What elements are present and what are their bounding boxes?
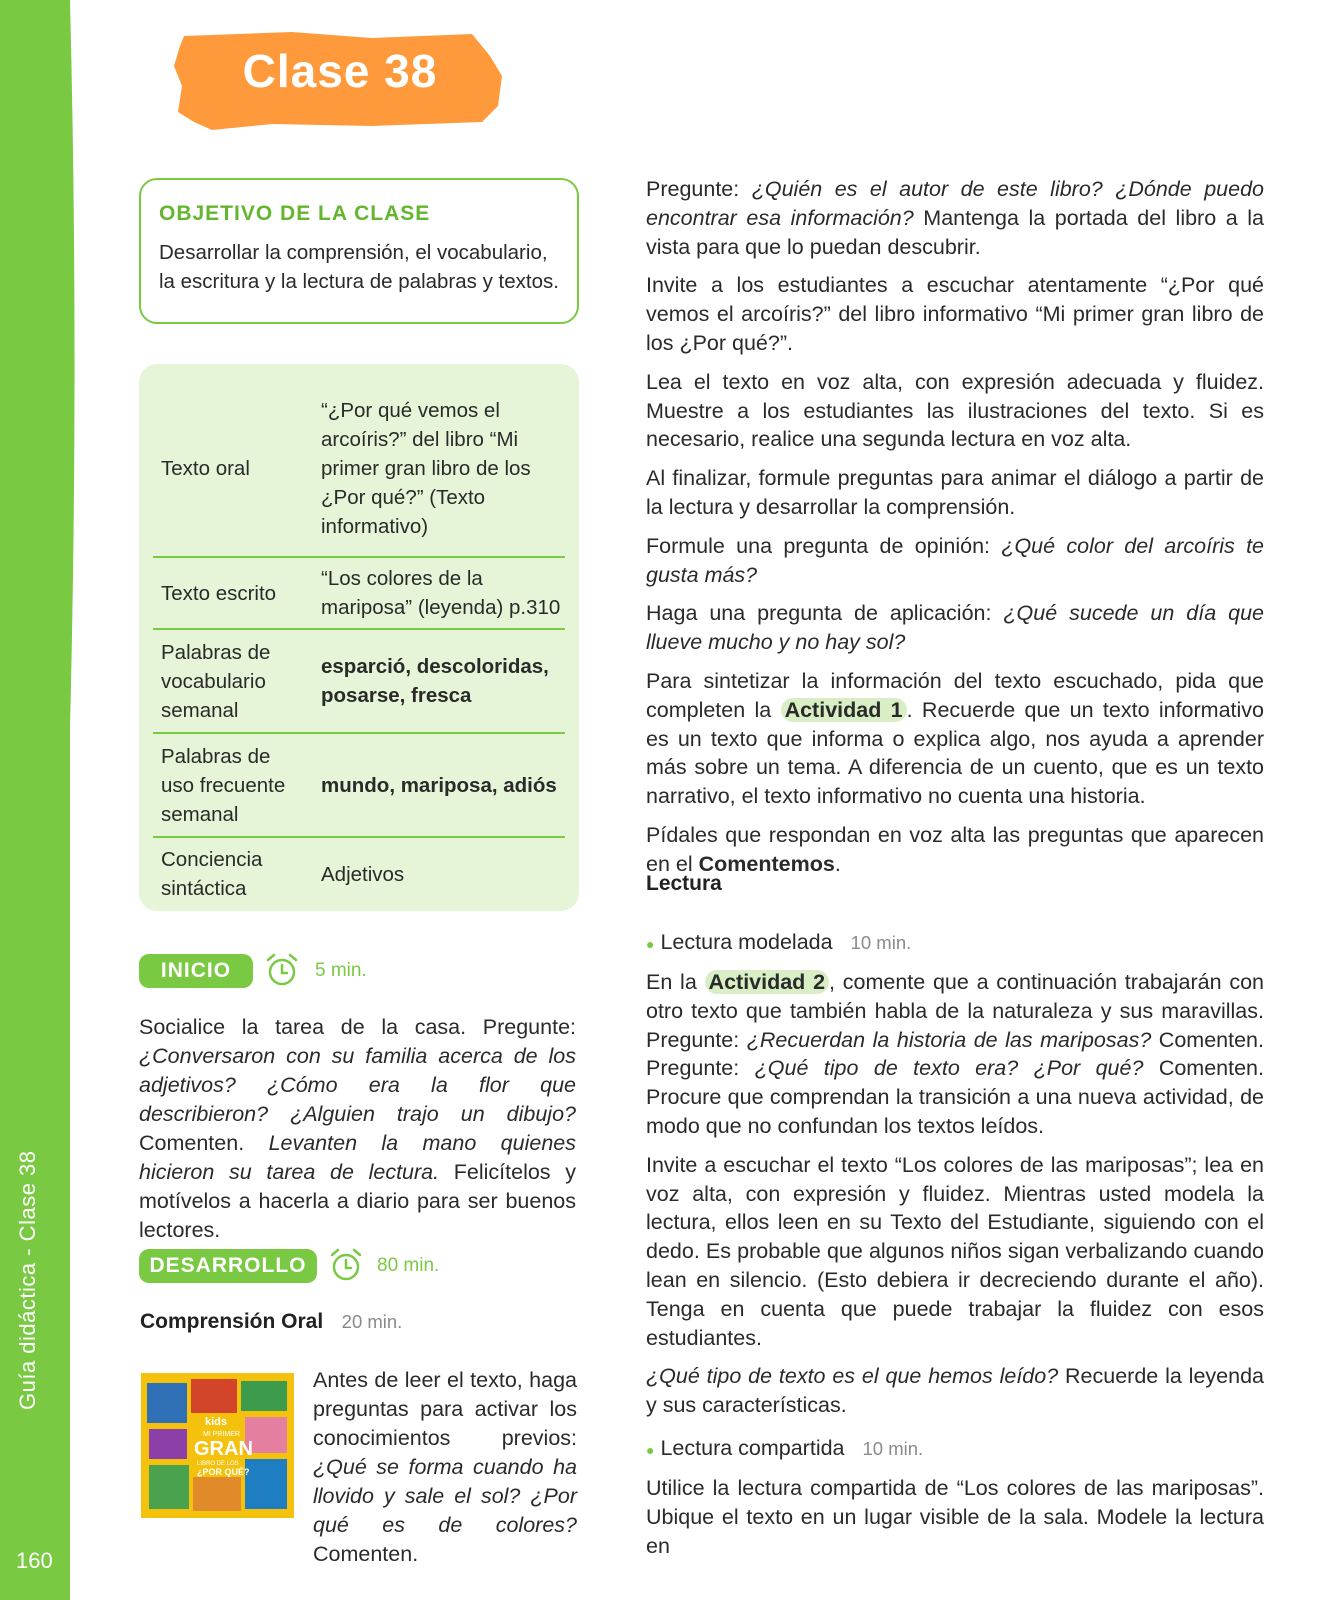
lectura-modelada-row bbox=[646, 930, 911, 955]
activity-1-highlight: Actividad 1 bbox=[781, 698, 907, 722]
row-value: mundo, mariposa, adiós bbox=[321, 773, 557, 797]
row-value: “Los colores de la mariposa” (leyenda) p.310 bbox=[321, 567, 561, 619]
lectura-compartida-row bbox=[646, 1436, 923, 1461]
sidebar-edge bbox=[56, 0, 86, 1600]
svg-text:¿POR QUÉ?: ¿POR QUÉ? bbox=[197, 1467, 250, 1477]
desarrollo-badge: DESARROLLO bbox=[139, 1249, 317, 1283]
inicio-time: 5 min. bbox=[315, 960, 367, 981]
row-label: Texto oral bbox=[161, 456, 250, 480]
class-info-table bbox=[139, 364, 579, 911]
book-cover-image bbox=[141, 1373, 294, 1518]
table-row bbox=[153, 558, 565, 630]
paragraph: Para sintetizar la información del texto escuchado, pida que completen la Actividad 1 . Recuerde que un texto informativo es un texto que informa o explica algo, nos ayuda a aprender más sobre un tema. A diferencia de un cuento, que es un texto narrativo, el texto informativo no cuenta una historia. bbox=[646, 668, 1264, 809]
activity-2-highlight: Actividad 2 bbox=[705, 970, 829, 994]
table-row bbox=[153, 838, 565, 910]
comprension-text: Antes de leer el texto, haga preguntas para activar los conocimientos previos: ¿Qué se forma cuando ha llovido y sale el sol? ¿Por qué es de colores? Comenten. bbox=[313, 1368, 577, 1566]
paragraph: Lea el texto en voz alta, con expresión adecuada y fluidez. Muestre a los estudiantes las ilustraciones del texto. Si es necesario, realice una segunda lectura en voz alta. bbox=[646, 369, 1264, 452]
lectura-modelada-time: 10 min. bbox=[850, 932, 912, 953]
paragraph: Pídales que respondan en voz alta las preguntas que aparecen en el Comentemos. bbox=[646, 822, 1264, 876]
paragraph: Haga una pregunta de aplicación: ¿Qué sucede un día que llueve mucho y no hay sol? bbox=[646, 601, 1264, 655]
alarm-clock-icon bbox=[328, 1247, 364, 1283]
desarrollo-time: 80 min. bbox=[377, 1255, 440, 1276]
lectura-heading: Lectura bbox=[646, 872, 722, 895]
page-title: Clase 38 bbox=[242, 45, 438, 97]
inicio-badge: INICIO bbox=[139, 954, 253, 988]
table-row bbox=[153, 734, 565, 838]
bullet-icon: ● bbox=[646, 936, 655, 952]
paragraph: Invite a escuchar el texto “Los colores de las mariposas”; lea en voz alta, con expresión y fluidez. Mientras usted modela la lectura, ellos leen en su Texto del Estudiante, siguiendo con el dedo. Es probable que algunos niños sigan verbalizando cuando lean en silencio. (Esto debiera ir decreciendo durante el año). Tenga en cuenta que puede trabajar la fluidez con esos estudiantes. bbox=[646, 1152, 1264, 1350]
page-number: 160 bbox=[16, 1548, 53, 1573]
paragraph: Invite a los estudiantes a escuchar atentamente “¿Por qué vemos el arcoíris?” del libro informativo “Mi primer gran libro de los ¿Por qué?”. bbox=[646, 273, 1264, 355]
lectura-compartida-text: Utilice la lectura compartida de “Los colores de las mariposas”. Ubique el texto en un lugar visible de la sala. Modele la lectura en bbox=[646, 1476, 1264, 1558]
table-row bbox=[153, 630, 565, 734]
row-label: Palabras de uso frecuente semanal bbox=[161, 744, 286, 826]
row-label: Texto escrito bbox=[161, 581, 277, 605]
svg-text:LIBRO DE LOS: LIBRO DE LOS bbox=[197, 1461, 239, 1467]
bullet-icon: ● bbox=[646, 1442, 655, 1458]
comprension-heading-row bbox=[140, 1310, 402, 1334]
inicio-text: Socialice la tarea de la casa. Pregunte: ¿Conversaron con su familia acerca de los adjetivos? ¿Cómo era la flor que describieron? ¿Alguien trajo un dibujo? Comenten. Levanten la mano quienes hicieron su tarea de lectura. Felicítelos y motívelos a hacerla a diario para ser buenos lectores. bbox=[139, 1015, 576, 1242]
lectura-modelada-label: Lectura modelada bbox=[660, 930, 833, 954]
comprension-time: 20 min. bbox=[341, 1311, 403, 1332]
row-label: Conciencia sintáctica bbox=[161, 848, 263, 900]
row-value: esparció, descoloridas, posarse, fresca bbox=[321, 655, 549, 707]
alarm-clock-icon bbox=[264, 952, 300, 988]
svg-text:GRAN: GRAN bbox=[194, 1438, 253, 1460]
right-column-top bbox=[646, 175, 1264, 889]
lectura-compartida-label: Lectura compartida bbox=[660, 1436, 845, 1460]
row-value: Adjetivos bbox=[321, 862, 405, 886]
row-value: “¿Por qué vemos el arcoíris?” del libro “Mi primer gran libro de los ¿Por qué?” (Texto informativo) bbox=[321, 398, 531, 538]
paragraph: Pregunte: ¿Quién es el autor de este libro? ¿Dónde puedo encontrar esa información? Mantenga la portada del libro a la vista para que lo puedan descubrir. bbox=[646, 177, 1265, 259]
comprension-heading: Comprensión Oral bbox=[140, 1310, 324, 1333]
objective-heading: OBJETIVO DE LA CLASE bbox=[159, 202, 431, 225]
side-label: Guía didáctica - Clase 38 bbox=[15, 1150, 40, 1410]
row-label: Palabras de vocabulario semanal bbox=[161, 640, 271, 722]
svg-text:kids: kids bbox=[205, 1416, 228, 1428]
paragraph: ¿Qué tipo de texto es el que hemos leído? Recuerde la leyenda y sus características. bbox=[646, 1364, 1264, 1418]
paragraph: Formule una pregunta de opinión: ¿Qué color del arcoíris te gusta más? bbox=[646, 533, 1264, 587]
svg-text:MI PRIMER: MI PRIMER bbox=[203, 1431, 240, 1438]
objective-box bbox=[139, 178, 579, 324]
paragraph: En la Actividad 2 , comente que a continuación trabajarán con otro texto que también habla de la naturaleza y sus maravillas. Pregunte: ¿Recuerdan la historia de las mariposas? Comenten. Pregunte: ¿Qué tipo de texto era? ¿Por qué? Comenten. Procure que comprendan la transición a una nueva actividad, de modo que no confundan los textos leídos. bbox=[646, 970, 1265, 1138]
paragraph: Al finalizar, formule preguntas para animar el diálogo a partir de la lectura y desarrollar la comprensión. bbox=[646, 466, 1264, 519]
lectura-compartida-time: 10 min. bbox=[862, 1438, 924, 1459]
objective-text: Desarrollar la comprensión, el vocabulario, la escritura y la lectura de palabras y textos. bbox=[159, 241, 559, 293]
right-column-bottom bbox=[646, 968, 1264, 1430]
table-row bbox=[153, 380, 565, 558]
